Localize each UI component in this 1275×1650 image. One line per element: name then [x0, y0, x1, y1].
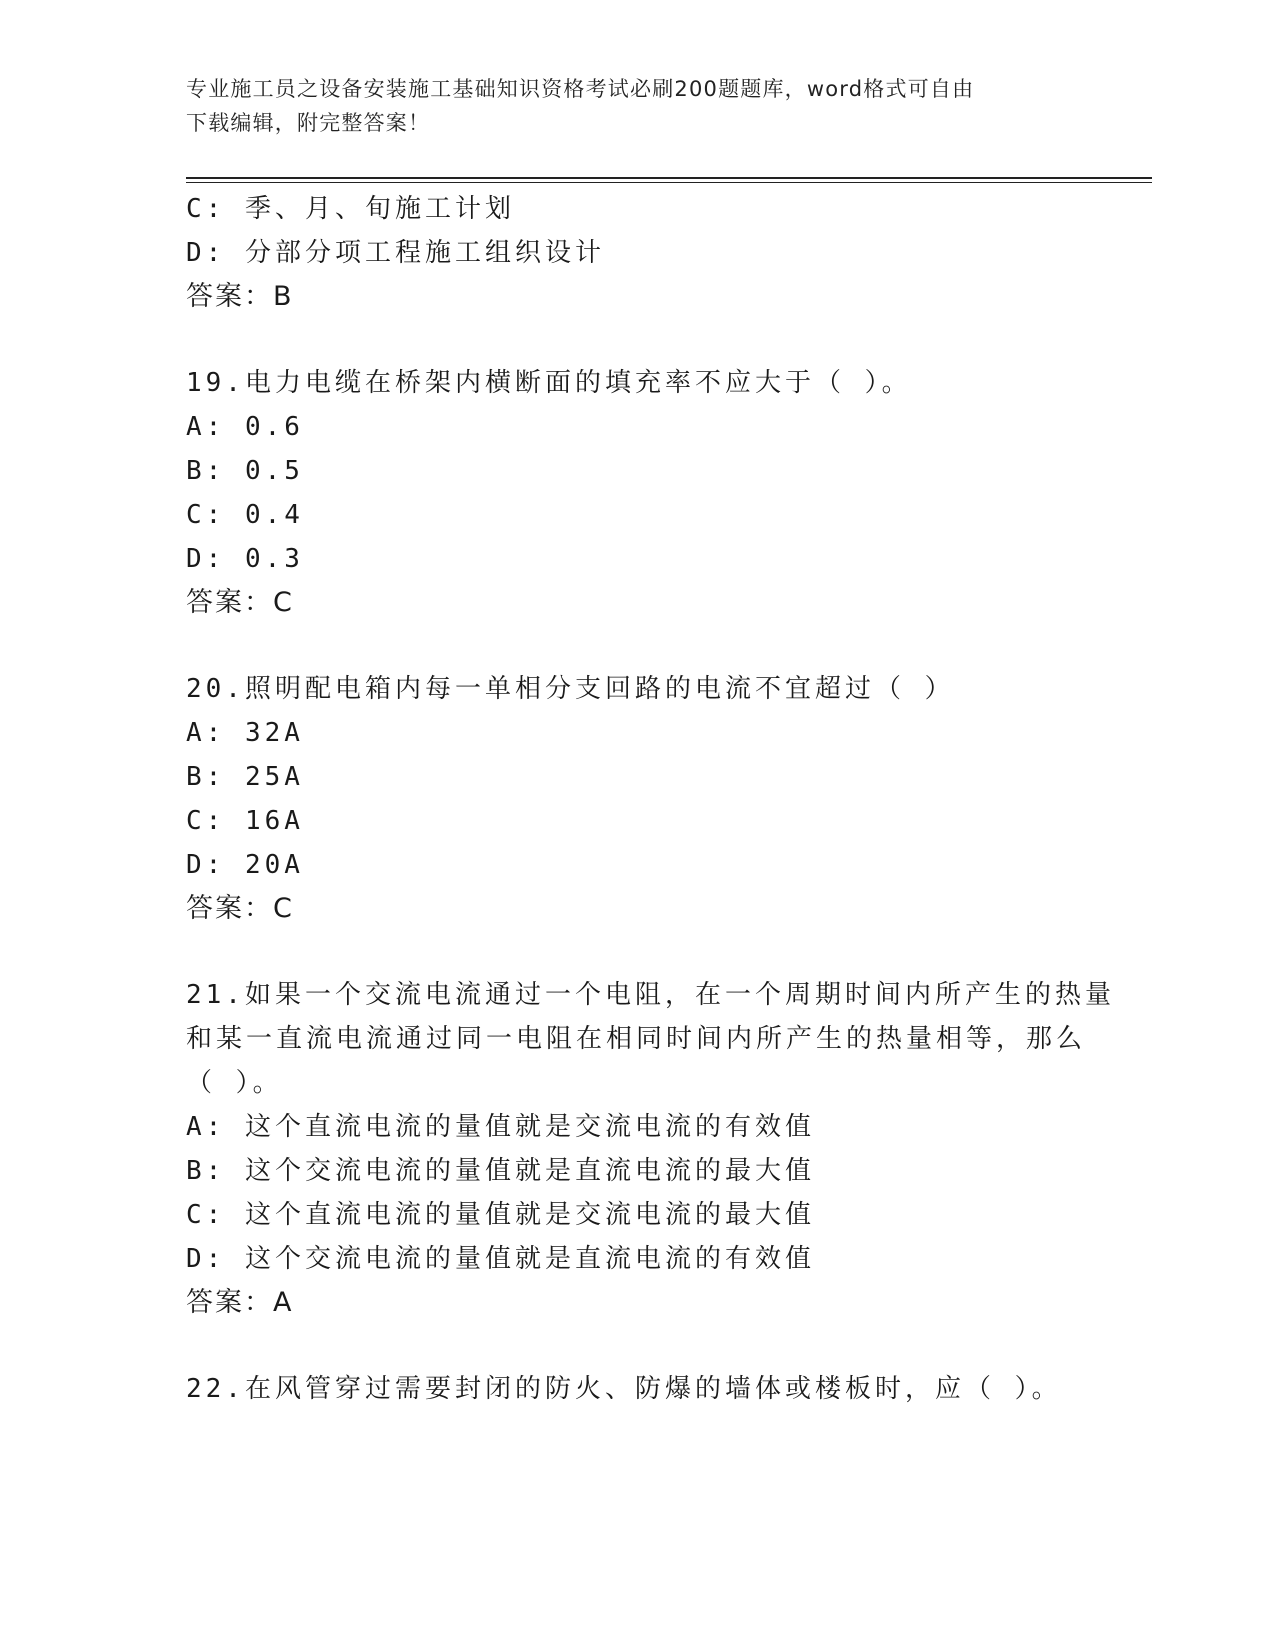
document-header — [186, 72, 1066, 140]
q21-answer: 答案：A — [186, 1287, 294, 1318]
q20-option-b: B: 25A — [186, 762, 304, 792]
q19-stem: 19.电力电缆在桥架内横断面的填充率不应大于（ ）。 — [186, 368, 912, 398]
q21-option-a: A: 这个直流电流的量值就是交流电流的有效值 — [186, 1112, 815, 1142]
q19-option-c: C: 0.4 — [186, 500, 304, 530]
q19-option-b: B: 0.5 — [186, 456, 304, 486]
q21-stem-line-2: 和某一直流电流通过同一电阻在相同时间内所产生的热量相等，那么 — [186, 1024, 1087, 1054]
prev-option-d: D: 分部分项工程施工组织设计 — [186, 238, 605, 268]
prev-option-c: C: 季、月、旬施工计划 — [186, 194, 515, 224]
q20-answer: 答案：C — [186, 893, 294, 924]
q20-option-d: D: 20A — [186, 850, 304, 880]
q20-stem: 20.照明配电箱内每一单相分支回路的电流不宜超过（ ） — [186, 674, 955, 704]
q21-option-d: D: 这个交流电流的量值就是直流电流的有效值 — [186, 1244, 815, 1274]
header-divider-thin — [186, 182, 1152, 183]
q20-option-a: A: 32A — [186, 718, 304, 748]
q19-answer: 答案：C — [186, 587, 294, 618]
q21-option-b: B: 这个交流电流的量值就是直流电流的最大值 — [186, 1156, 815, 1186]
header-line-2: 下载编辑，附完整答案！ — [186, 111, 431, 135]
q20-option-c: C: 16A — [186, 806, 304, 836]
header-line-1: 专业施工员之设备安装施工基础知识资格考试必刷200题题库，word格式可自由 — [186, 77, 975, 101]
prev-answer: 答案：B — [186, 281, 294, 312]
q21-stem-line-1: 21.如果一个交流电流通过一个电阻，在一个周期时间内所产生的热量 — [186, 980, 1115, 1010]
header-divider-thick — [186, 177, 1152, 179]
q21-option-c: C: 这个直流电流的量值就是交流电流的最大值 — [186, 1200, 815, 1230]
q19-option-d: D: 0.3 — [186, 544, 304, 574]
q22-stem: 22.在风管穿过需要封闭的防火、防爆的墙体或楼板时，应（ ）。 — [186, 1374, 1062, 1404]
q21-stem-line-3: （ ）。 — [186, 1068, 283, 1098]
q19-option-a: A: 0.6 — [186, 412, 304, 442]
